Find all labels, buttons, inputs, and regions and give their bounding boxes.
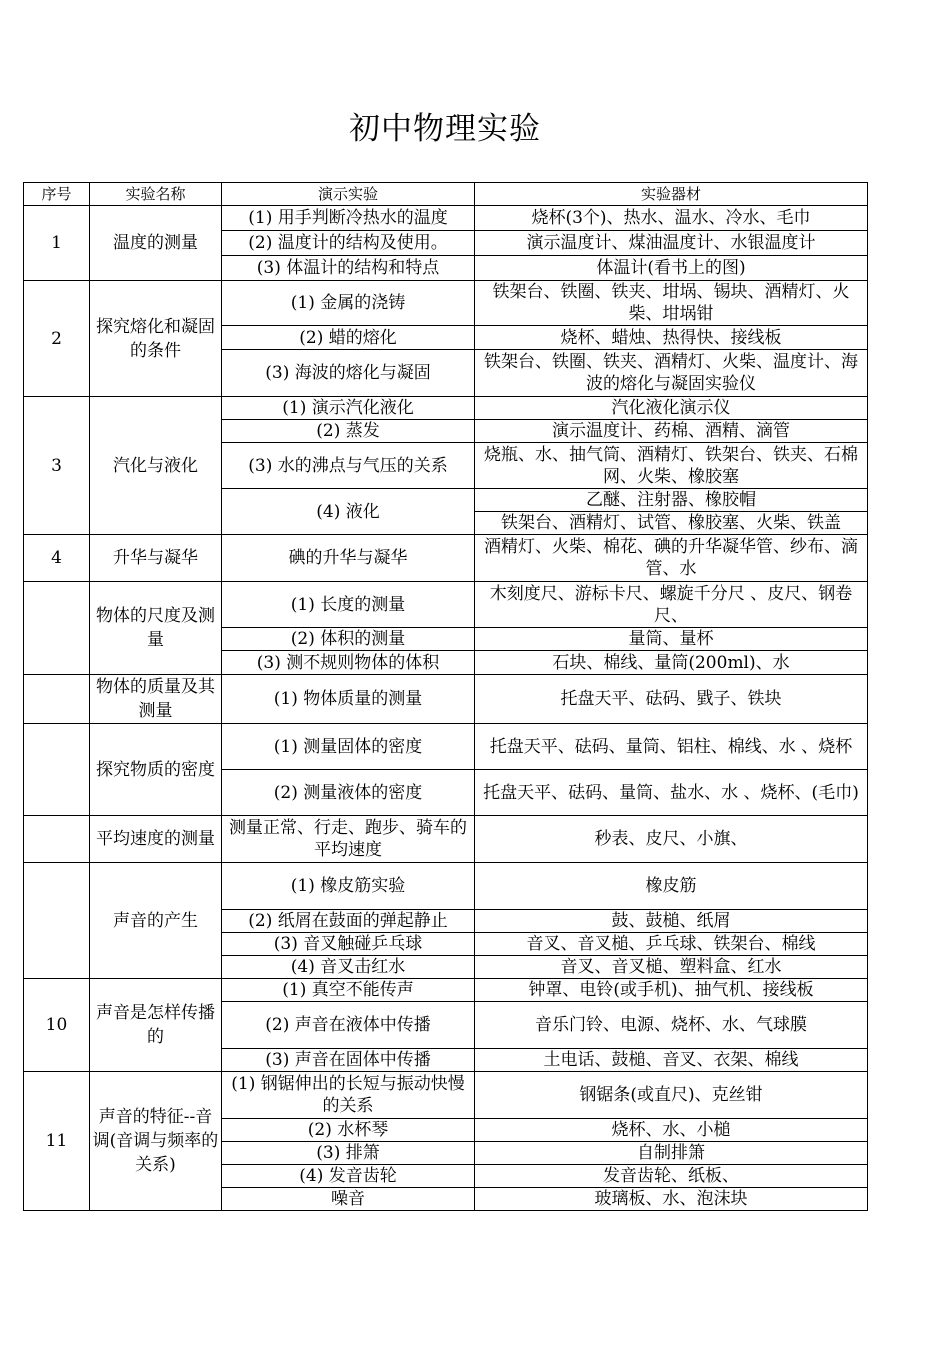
equipment-cell: 演示温度计、药棉、酒精、滴管 — [475, 420, 868, 443]
demo-cell: (2) 水杯琴 — [222, 1119, 475, 1142]
equipment-cell: 托盘天平、砝码、量筒、盐水、水 、烧杯、(毛巾) — [475, 770, 868, 816]
demo-cell: (2) 纸屑在鼓面的弹起静止 — [222, 910, 475, 933]
equipment-cell: 托盘天平、砝码、量筒、铝柱、棉线、水 、烧杯 — [475, 724, 868, 770]
equipment-cell: 橡皮筋 — [475, 863, 868, 910]
equipment-cell: 音乐门铃、电源、烧杯、水、气球膜 — [475, 1002, 868, 1049]
equipment-cell: 托盘天平、砝码、戥子、铁块 — [475, 675, 868, 724]
experiment-table — [23, 182, 868, 1211]
row-number — [24, 816, 90, 863]
equipment-cell: 鼓、鼓槌、纸屑 — [475, 910, 868, 933]
experiment-name: 物体的尺度及测量 — [90, 582, 222, 675]
equipment-cell: 演示温度计、煤油温度计、水银温度计 — [475, 231, 868, 256]
equipment-cell: 铁架台、酒精灯、试管、橡胶塞、火柴、铁盖 — [475, 512, 868, 535]
experiment-name: 声音的产生 — [90, 863, 222, 979]
experiment-name: 平均速度的测量 — [90, 816, 222, 863]
row-number: 11 — [24, 1072, 90, 1211]
experiment-name: 声音是怎样传播的 — [90, 979, 222, 1072]
equipment-cell: 汽化液化演示仪 — [475, 397, 868, 420]
equipment-cell: 土电话、鼓槌、音叉、衣架、棉线 — [475, 1049, 868, 1072]
table-row — [24, 724, 868, 770]
demo-cell: (4) 液化 — [222, 489, 475, 535]
demo-cell: (2) 蒸发 — [222, 420, 475, 443]
header-demo: 演示实验 — [222, 183, 475, 206]
equipment-cell: 酒精灯、火柴、棉花、碘的升华凝华管、纱布、滴管、水 — [475, 535, 868, 582]
equipment-cell: 乙醚、注射器、橡胶帽 — [475, 489, 868, 512]
header-no: 序号 — [24, 183, 90, 206]
experiment-name: 温度的测量 — [90, 206, 222, 281]
equipment-cell: 音叉、音叉槌、塑料盒、红水 — [475, 956, 868, 979]
table-row — [24, 1072, 868, 1119]
demo-cell: (3) 测不规则物体的体积 — [222, 651, 475, 675]
equipment-cell: 木刻度尺、游标卡尺、螺旋千分尺 、皮尺、钢卷尺、 — [475, 582, 868, 628]
demo-cell: (1) 钢锯伸出的长短与振动快慢的关系 — [222, 1072, 475, 1119]
demo-cell: (4) 音叉击红水 — [222, 956, 475, 979]
demo-cell: (2) 体积的测量 — [222, 628, 475, 651]
equipment-cell: 石块、棉线、量筒(200ml)、水 — [475, 651, 868, 675]
demo-cell: 测量正常、行走、跑步、骑车的平均速度 — [222, 816, 475, 863]
equipment-cell: 自制排箫 — [475, 1142, 868, 1165]
equipment-cell: 烧杯、蜡烛、热得快、接线板 — [475, 326, 868, 350]
demo-cell: (1) 测量固体的密度 — [222, 724, 475, 770]
equipment-cell: 铁架台、铁圈、铁夹、酒精灯、火柴、温度计、海波的熔化与凝固实验仪 — [475, 350, 868, 397]
row-number: 10 — [24, 979, 90, 1072]
demo-cell: (3) 音叉触碰乒乓球 — [222, 933, 475, 956]
row-number: 1 — [24, 206, 90, 281]
header-equipment: 实验器材 — [475, 183, 868, 206]
equipment-cell: 发音齿轮、纸板、 — [475, 1165, 868, 1188]
equipment-cell: 烧杯、水、小槌 — [475, 1119, 868, 1142]
table-row — [24, 979, 868, 1002]
equipment-cell: 体温计(看书上的图) — [475, 256, 868, 281]
table-row — [24, 863, 868, 910]
demo-cell: (1) 橡皮筋实验 — [222, 863, 475, 910]
equipment-cell: 烧杯(3个)、热水、温水、冷水、毛巾 — [475, 206, 868, 231]
row-number — [24, 675, 90, 724]
table-row — [24, 582, 868, 628]
demo-cell: (2) 温度计的结构及使用。 — [222, 231, 475, 256]
demo-cell: (1) 物体质量的测量 — [222, 675, 475, 724]
row-number — [24, 863, 90, 979]
demo-cell: (1) 长度的测量 — [222, 582, 475, 628]
table-row — [24, 281, 868, 326]
table-row — [24, 675, 868, 724]
page-title: 初中物理实验 — [349, 111, 541, 147]
demo-cell: 碘的升华与凝华 — [222, 535, 475, 582]
demo-cell: (2) 声音在液体中传播 — [222, 1002, 475, 1049]
demo-cell: (3) 声音在固体中传播 — [222, 1049, 475, 1072]
demo-cell: (1) 演示汽化液化 — [222, 397, 475, 420]
experiment-name: 探究物质的密度 — [90, 724, 222, 816]
row-number: 4 — [24, 535, 90, 582]
demo-cell: (2) 蜡的熔化 — [222, 326, 475, 350]
demo-cell: (3) 水的沸点与气压的关系 — [222, 443, 475, 489]
demo-cell: (2) 测量液体的密度 — [222, 770, 475, 816]
demo-cell: (4) 发音齿轮 — [222, 1165, 475, 1188]
experiment-name: 声音的特征--音调(音调与频率的关系) — [90, 1072, 222, 1211]
table-row — [24, 397, 868, 420]
demo-cell: (3) 排箫 — [222, 1142, 475, 1165]
row-number — [24, 582, 90, 675]
row-number: 3 — [24, 397, 90, 535]
table-row — [24, 206, 868, 231]
equipment-cell: 铁架台、铁圈、铁夹、坩埚、锡块、酒精灯、火柴、坩埚钳 — [475, 281, 868, 326]
experiment-name: 汽化与液化 — [90, 397, 222, 535]
equipment-cell: 量筒、量杯 — [475, 628, 868, 651]
row-number — [24, 724, 90, 816]
demo-cell: (3) 海波的熔化与凝固 — [222, 350, 475, 397]
equipment-cell: 玻璃板、水、泡沫块 — [475, 1188, 868, 1211]
demo-cell: (3) 体温计的结构和特点 — [222, 256, 475, 281]
demo-cell: (1) 真空不能传声 — [222, 979, 475, 1002]
demo-cell: 噪音 — [222, 1188, 475, 1211]
equipment-cell: 秒表、皮尺、小旗、 — [475, 816, 868, 863]
equipment-cell: 钟罩、电铃(或手机)、抽气机、接线板 — [475, 979, 868, 1002]
row-number: 2 — [24, 281, 90, 397]
table-row — [24, 535, 868, 582]
equipment-cell: 钢锯条(或直尺)、克丝钳 — [475, 1072, 868, 1119]
equipment-cell: 音叉、音叉槌、乒乓球、铁架台、棉线 — [475, 933, 868, 956]
header-name: 实验名称 — [90, 183, 222, 206]
table-row — [24, 816, 868, 863]
experiment-name: 探究熔化和凝固的条件 — [90, 281, 222, 397]
equipment-cell: 烧瓶、水、抽气筒、酒精灯、铁架台、铁夹、石棉网、火柴、橡胶塞 — [475, 443, 868, 489]
demo-cell: (1) 金属的浇铸 — [222, 281, 475, 326]
demo-cell: (1) 用手判断冷热水的温度 — [222, 206, 475, 231]
experiment-name: 升华与凝华 — [90, 535, 222, 582]
header-row — [24, 183, 868, 206]
experiment-name: 物体的质量及其测量 — [90, 675, 222, 724]
